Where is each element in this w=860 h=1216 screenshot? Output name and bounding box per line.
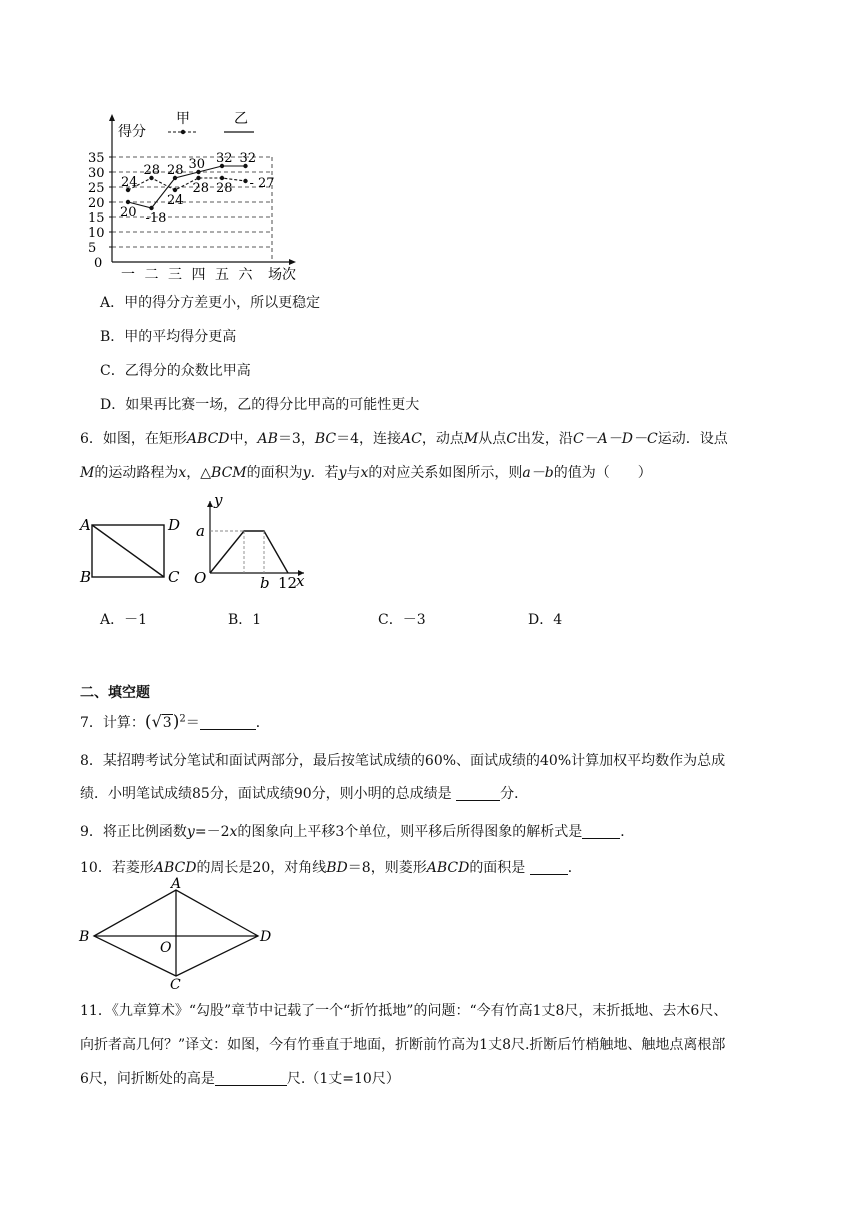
data-label-yi: 32 bbox=[239, 151, 257, 166]
x-tick-label: 二 bbox=[144, 267, 159, 283]
data-label-yi: 20 bbox=[120, 205, 137, 220]
y-tick-label: 20 bbox=[88, 196, 105, 211]
chart-labels bbox=[88, 124, 296, 283]
q5-option-d: D．如果再比赛一场，乙的得分比甲高的可能性更大 bbox=[100, 397, 420, 413]
q9-answer-blank[interactable] bbox=[582, 824, 620, 839]
q11-answer-blank[interactable] bbox=[215, 1071, 287, 1086]
q6-line1: 6．如图，在矩形ABCD中，AB＝3，BC＝4，连接AC，动点M从点C出发，沿C－A－D－C运动．设点 bbox=[80, 431, 728, 447]
data-point bbox=[196, 176, 200, 180]
data-label-yi: 28 bbox=[167, 163, 184, 178]
q11-line3: 6尺，问折断处的高是 尺.（1丈=10尺） bbox=[80, 1071, 400, 1087]
q5-option-c: C．乙得分的众数比甲高 bbox=[100, 363, 251, 379]
q8-line2: 绩．小明笔试成绩85分，面试成绩90分，则小明的总成绩是 分． bbox=[80, 786, 529, 802]
sqrt-expression: $(√3)^2$ bbox=[144, 712, 186, 732]
label-c: C bbox=[168, 568, 180, 586]
q8-answer-blank[interactable] bbox=[456, 786, 500, 801]
rhombus-figure bbox=[78, 876, 278, 993]
q10-line: 10．若菱形ABCD的周长是20，对角线BD＝8，则菱形ABCD的面积是 ． bbox=[80, 860, 582, 876]
q6-option-b: B．1 bbox=[228, 612, 262, 628]
area-function-graph bbox=[192, 491, 312, 592]
label-a: A bbox=[80, 516, 91, 534]
q7-answer-blank[interactable] bbox=[200, 715, 256, 730]
q6-line2: M的运动路程为x，△BCM的面积为y．若y与x的对应关系如图所示，则a－b的值为（ ） bbox=[80, 465, 652, 481]
section-heading-fill-blank: 二、填空题 bbox=[80, 685, 150, 701]
y-tick-label: 35 bbox=[88, 151, 105, 166]
x-tick-label: 六 bbox=[238, 267, 253, 283]
data-label-jia: 28 bbox=[143, 163, 161, 178]
data-label-jia: - 27 bbox=[249, 176, 275, 191]
rectangle-figure bbox=[78, 515, 188, 585]
legend-marker-jia bbox=[181, 130, 185, 134]
rhombus-label-c: C bbox=[170, 977, 181, 993]
rhombus-label-d: D bbox=[260, 929, 272, 945]
rhombus-label-o: O bbox=[160, 940, 172, 956]
data-label-yi: -18 bbox=[145, 211, 167, 226]
graph-b-label: b bbox=[260, 574, 270, 592]
data-point bbox=[173, 188, 177, 192]
data-label-jia: 24 bbox=[167, 193, 184, 208]
q6-option-c: C．－3 bbox=[378, 612, 426, 628]
y-tick-label: 15 bbox=[88, 211, 105, 226]
data-label-jia: 28 bbox=[192, 181, 210, 196]
data-point bbox=[126, 200, 130, 204]
q6-option-a: A．－1 bbox=[100, 612, 148, 628]
label-b: B bbox=[80, 568, 92, 586]
data-label-yi: 32 bbox=[216, 151, 233, 166]
q8-line1: 8．某招聘考试分笔试和面试两部分，最后按笔试成绩的60%、面试成绩的40%计算加权平均数作为总成 bbox=[80, 753, 726, 769]
q7-line: 7．计算：$(√3)^2=$ ． bbox=[80, 712, 270, 732]
label-d: D bbox=[168, 516, 181, 534]
rhombus-label-b: B bbox=[79, 929, 90, 945]
data-point bbox=[243, 179, 247, 183]
data-label-jia: 24 bbox=[121, 175, 138, 190]
q5-option-a: A．甲的得分方差更小，所以更稳定 bbox=[100, 295, 321, 311]
y-axis-arrow bbox=[109, 114, 115, 121]
q10-answer-blank[interactable] bbox=[530, 860, 568, 875]
legend-label-jia: 甲 bbox=[176, 111, 190, 127]
y-tick-label: 10 bbox=[88, 226, 105, 241]
data-label-yi: 30 bbox=[188, 157, 206, 172]
y-tick-label: 25 bbox=[88, 181, 105, 196]
graph-12-label: 12 bbox=[278, 574, 298, 592]
y-tick-label: 30 bbox=[88, 166, 105, 181]
data-point bbox=[149, 206, 153, 210]
q9-line: 9．将正比例函数y=－2x的图象向上平移3个单位，则平移后所得图象的解析式是 ． bbox=[80, 824, 635, 840]
graph-o-label: O bbox=[194, 569, 207, 587]
x-tick-label: 四 bbox=[191, 267, 206, 283]
data-point bbox=[220, 176, 224, 180]
y-tick-label: 5 bbox=[88, 241, 97, 256]
graph-a-label: a bbox=[196, 522, 205, 540]
q11-line2: 向折者高几何？”译文：如图，今有竹垂直于地面，折断前竹高为1丈8尺.折断后竹梢触地、触地点离根部 bbox=[80, 1037, 726, 1053]
data-label-jia: 28 bbox=[216, 181, 233, 196]
rhombus-label-a: A bbox=[171, 876, 182, 892]
q6-option-d: D．4 bbox=[528, 612, 563, 628]
x-axis-arrow bbox=[289, 259, 296, 265]
y-axis-label: 得分 bbox=[118, 124, 146, 140]
chart-legend bbox=[168, 111, 254, 134]
x-tick-label: 三 bbox=[168, 267, 182, 283]
q11-line1: 11．《九章算术》“勾股”章节中记载了一个“折竹抵地”的问题：“今有竹高1丈8尺，末折抵地、去木6尺、 bbox=[80, 1003, 728, 1019]
x-tick-label: 五 bbox=[215, 267, 229, 283]
score-line-chart bbox=[80, 110, 400, 283]
q5-option-b: B．甲的平均得分更高 bbox=[100, 329, 237, 345]
legend-label-yi: 乙 bbox=[234, 111, 248, 127]
graph-x-label: x bbox=[296, 572, 305, 590]
x-axis-label: 场次 bbox=[268, 267, 296, 283]
y-tick-label: 0 bbox=[94, 256, 103, 271]
graph-y-label: y bbox=[214, 491, 223, 509]
x-tick-label: 一 bbox=[121, 267, 135, 283]
